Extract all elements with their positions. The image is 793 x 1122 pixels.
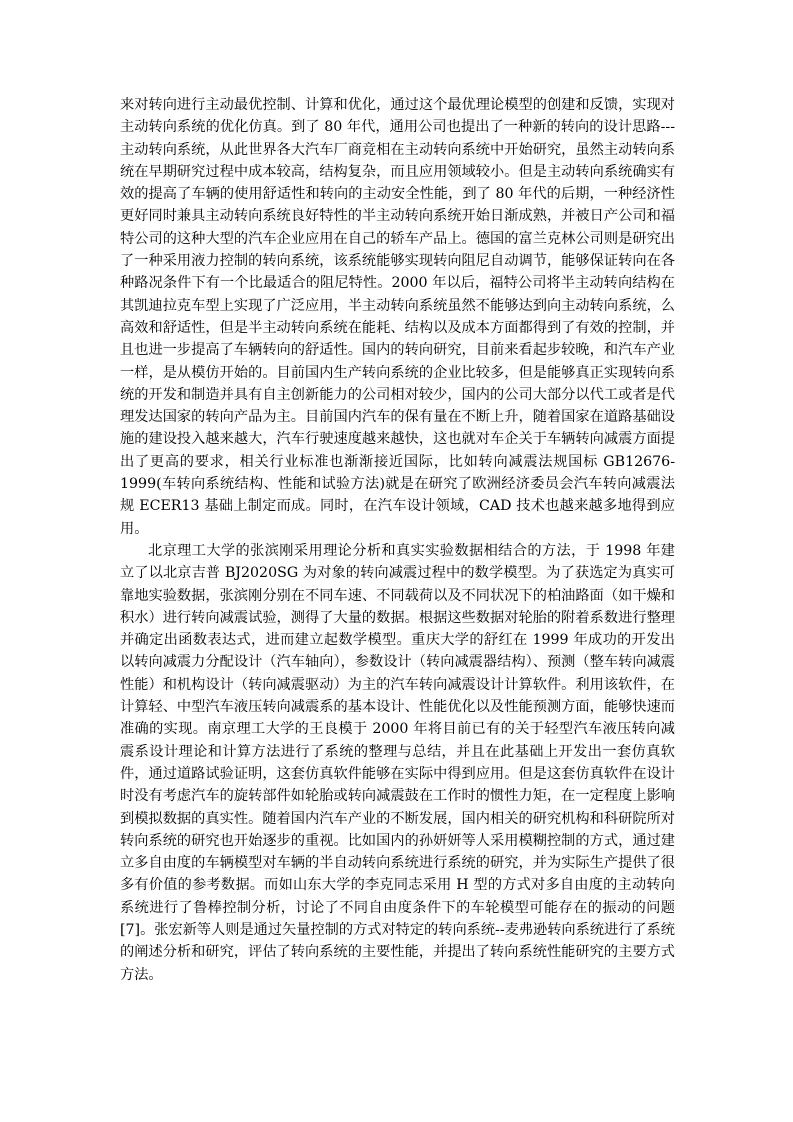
paragraph-continuation: 来对转向进行主动最优控制、计算和优化，通过这个最优理论模型的创建和反馈，实现对主动转向系统的优化仿真。到了 80 年代，通用公司也提出了一种新的转向的设计思路---主动转向系统，从此世界各大汽车厂商竞相在主动转向系统中开始研究，虽然主动转向系统在早期研究过程中成本较高，结构复杂，而且应用领域较小。但是主动转向系统确实有效的提高了车辆的使用舒适性和转向的主动安全性能，到了 80 年代的后期，一种经济性更好同时兼具主动转向系统良好特性的半主动转向系统开始日渐成熟，并被日产公司和福特公司的这种大型的汽车企业应用在自己的轿车产品上。德国的富兰克林公司则是研究出了一种采用液力控制的转向系统，该系统能够实现转向阻尼自动调节，能够保证转向在各种路况条件下有一个比最适合的阻尼特性。2000 年以后，福特公司将半主动转向结构在其凯迪拉克车型上实现了广泛应用，半主动转向系统虽然不能够达到向主动转向系统，么高效和舒适性，但是半主动转向系统在能耗、结构以及成本方面都得到了有效的控制，并且也进一步提高了车辆转向的舒适性。国内的转向研究，目前来看起步较晚，和汽车产业一样，是从模仿开始的。目前国内生产转向系统的企业比较多，但是能够真正实现转向系统的开发和制造并具有自主创新能力的公司相对较少，国内的公司大部分以代工或者是代理发达国家的转向产品为主。目前国内汽车的保有量在不断上升，随着国家在道路基础设施的建设投入越来越大，汽车行驶速度越来越快，这也就对车企关于车辆转向减震方面提出了更高的要求，相关行业标准也渐渐接近国际，比如转向减震法规国标 GB12676-1999(车转向系统结构、性能和试验方法)就是在研究了欧洲经济委员会汽车转向减震法规 ECER13 基础上制定而成。同时，在汽车设计领域，CAD 技术也越来越多地得到应用。 <box>120 97 675 537</box>
paragraph-research-review: 北京理工大学的张滨刚采用理论分析和真实实验数据相结合的方法，于 1998 年建立了以北京吉普 BJ2020SG 为对象的转向减震过程中的数学模型。为了获选定为真实可靠地实验数据，张滨刚分别在不同车速、不同载荷以及不同状况下的柏油路面（如干燥和积水）进行转向减震试验，测得了大量的数据。根据这些数据对轮胎的附着系数进行整理并确定出函数表达式，进而建立起数学模型。重庆大学的舒红在 1999 年成功的开发出以转向减震力分配设计（汽车轴向），参数设计（转向减震器结构）、预测（整车转向减震性能）和机构设计（转向减震驱动）为主的汽车转向减震设计计算软件。利用该软件，在计算轻、中型汽车液压转向减震系的基本设计、性能优化以及性能预测方面，能够快速而准确的实现。南京理工大学的王良模于 2000 年将目前已有的关于轻型汽车液压转向减震系设计理论和计算方法进行了系统的整理与总结，并且在此基础上开发出一套仿真软件，通过道路试验证明，这套仿真软件能够在实际中得到应用。但是这套仿真软件在设计时没有考虑汽车的旋转部件如轮胎或转向减震鼓在工作时的惯性力矩，在一定程度上影响到模拟数据的真实性。随着国内汽车产业的不断发展，国内相关的研究机构和科研院所对转向系统的研究也开始逐步的重视。比如国内的孙妍妍等人采用模糊控制的方式，通过建立多自由度的车辆模型对车辆的半自动转向系统进行系统的研究，并为实际生产提供了很多有价值的参考数据。而如山东大学的李克同志采用 H 型的方式对多自由度的主动转向系统进行了鲁棒控制分析，讨论了不同自由度条件下的车轮模型可能存在的振动的问题[7]。张宏新等人则是通过矢量控制的方式对特定的转向系统--麦弗逊转向系统进行了系统的阐述分析和研究，评估了转向系统的主要性能，并提出了转向系统性能研究的主要方式方法。 <box>120 542 675 983</box>
body-text <box>120 94 675 986</box>
